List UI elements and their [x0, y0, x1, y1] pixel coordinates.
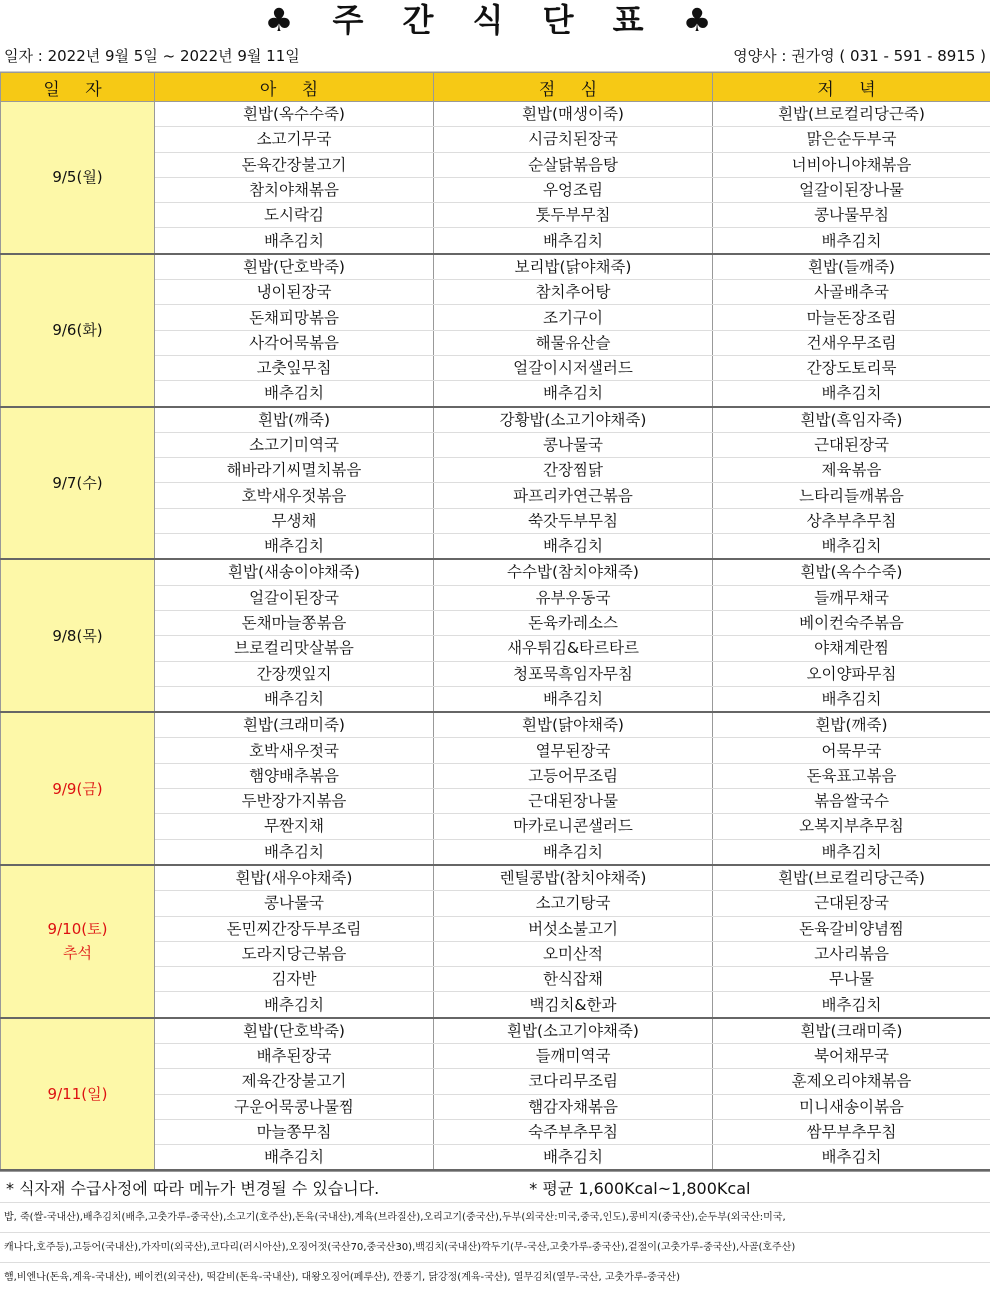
- breakfast-item: 햄양배추볶음: [155, 763, 434, 788]
- lunch-item: 조기구이: [434, 305, 713, 330]
- dinner-item: 볶음쌀국수: [713, 789, 990, 814]
- day-date: 9/9(금): [1, 777, 154, 801]
- breakfast-item: 흰밥(단호박죽): [155, 1018, 434, 1044]
- breakfast-item: 고춧잎무침: [155, 355, 434, 380]
- day-date: 9/7(수): [1, 471, 154, 495]
- breakfast-item: 흰밥(새우야채죽): [155, 865, 434, 891]
- breakfast-item: 콩나물국: [155, 891, 434, 916]
- page-title: ♣ 주 간 식 단 표 ♣: [0, 0, 990, 40]
- dinner-item: 흰밥(깨죽): [713, 712, 990, 738]
- table-row: [1, 102, 990, 127]
- dinner-item: 느타리들깨볶음: [713, 483, 990, 508]
- day-date-cell: [1, 407, 155, 560]
- breakfast-item: 배추된장국: [155, 1043, 434, 1068]
- lunch-item: 돈육카레소스: [434, 610, 713, 635]
- breakfast-item: 김자반: [155, 967, 434, 992]
- dinner-item: 건새우무조림: [713, 330, 990, 355]
- lunch-item: 햄감자채볶음: [434, 1094, 713, 1119]
- day-note: 추석: [1, 941, 154, 965]
- breakfast-item: 소고기무국: [155, 127, 434, 152]
- breakfast-item: 흰밥(옥수수죽): [155, 102, 434, 127]
- lunch-item: 쑥갓두부무침: [434, 508, 713, 533]
- breakfast-item: 참치야채볶음: [155, 177, 434, 202]
- day-date-cell: [1, 559, 155, 712]
- change-notice: * 식자재 수급사정에 따라 메뉴가 변경될 수 있습니다.: [6, 1176, 379, 1199]
- day-date: 9/11(일): [1, 1082, 154, 1106]
- lunch-item: 청포묵흑임자무침: [434, 661, 713, 686]
- footer-notes: [0, 1171, 990, 1202]
- header-lunch: 점 심: [434, 73, 713, 102]
- breakfast-item: 돈채피망볶음: [155, 305, 434, 330]
- dinner-item: 돈육갈비양념찜: [713, 916, 990, 941]
- dinner-item: 쌈무부추무침: [713, 1119, 990, 1144]
- lunch-item: 톳두부무침: [434, 203, 713, 228]
- dinner-item: 흰밥(흑임자죽): [713, 407, 990, 433]
- table-row: [1, 712, 990, 738]
- dinner-item: 오복지부추무침: [713, 814, 990, 839]
- dinner-item: 흰밥(크래미죽): [713, 1018, 990, 1044]
- lunch-item: 들깨미역국: [434, 1043, 713, 1068]
- day-date-cell: [1, 865, 155, 1018]
- lunch-item: 마카로니콘샐러드: [434, 814, 713, 839]
- dinner-item: 근대된장국: [713, 432, 990, 457]
- dinner-item: 오이양파무침: [713, 661, 990, 686]
- lunch-item: 참치추어탕: [434, 280, 713, 305]
- table-row: [1, 1018, 990, 1044]
- lunch-item: 순살닭볶음탕: [434, 152, 713, 177]
- breakfast-item: 도라지당근볶음: [155, 941, 434, 966]
- dinner-item: 상추부추무침: [713, 508, 990, 533]
- breakfast-item: 도시락김: [155, 203, 434, 228]
- header-row: [1, 73, 990, 102]
- dinner-item: 흰밥(브로컬리당근죽): [713, 102, 990, 127]
- table-row: [1, 254, 990, 280]
- lunch-item: 흰밥(매생이죽): [434, 102, 713, 127]
- table-row: [1, 407, 990, 433]
- lunch-item: 고등어무조림: [434, 763, 713, 788]
- dinner-item: 간장도토리묵: [713, 355, 990, 380]
- day-date-cell: [1, 102, 155, 254]
- breakfast-item: 브로컬리맛살볶음: [155, 636, 434, 661]
- dinner-item: 미니새송이볶음: [713, 1094, 990, 1119]
- lunch-item: 배추김치: [434, 839, 713, 865]
- dietitian-text: 영양사 : 권가영 ( 031 - 591 - 8915 ): [733, 45, 986, 66]
- lunch-item: 코다리무조림: [434, 1069, 713, 1094]
- lunch-item: 파프리카연근볶음: [434, 483, 713, 508]
- breakfast-item: 배추김치: [155, 686, 434, 712]
- dinner-item: 흰밥(옥수수죽): [713, 559, 990, 585]
- dinner-item: 야채계란찜: [713, 636, 990, 661]
- day-date-cell: [1, 712, 155, 865]
- lunch-item: 버섯소불고기: [434, 916, 713, 941]
- lunch-item: 시금치된장국: [434, 127, 713, 152]
- breakfast-item: 흰밥(새송이야채죽): [155, 559, 434, 585]
- lunch-item: 배추김치: [434, 686, 713, 712]
- dinner-item: 배추김치: [713, 992, 990, 1018]
- lunch-item: 오미산적: [434, 941, 713, 966]
- breakfast-item: 무생채: [155, 508, 434, 533]
- dinner-item: 사골배추국: [713, 280, 990, 305]
- lunch-item: 한식잡채: [434, 967, 713, 992]
- breakfast-item: 간장깻잎지: [155, 661, 434, 686]
- day-date: 9/6(화): [1, 318, 154, 342]
- dinner-item: 너비아니야채볶음: [713, 152, 990, 177]
- calorie-note: * 평균 1,600Kcal~1,800Kcal: [529, 1176, 750, 1199]
- lunch-item: 보리밥(닭야채죽): [434, 254, 713, 280]
- breakfast-item: 배추김치: [155, 534, 434, 560]
- lunch-item: 우엉조림: [434, 177, 713, 202]
- day-date: 9/5(월): [1, 165, 154, 189]
- header-dinner: 저 녁: [713, 73, 990, 102]
- dinner-item: 무나물: [713, 967, 990, 992]
- breakfast-item: 돈채마늘쫑볶음: [155, 610, 434, 635]
- header-date: 일 자: [1, 73, 155, 102]
- header-breakfast: 아 침: [155, 73, 434, 102]
- breakfast-item: 배추김치: [155, 228, 434, 254]
- lunch-item: 콩나물국: [434, 432, 713, 457]
- breakfast-item: 호박새우젓볶음: [155, 483, 434, 508]
- origin-line-3: 햄,비엔나(돈육,계육-국내산), 베이컨(외국산), 떡갈비(돈육-국내산), 대왕오징어(페루산), 깐풍기, 닭강정(계육-국산), 열무김치(열무-국산, 고춧가루-중국산): [0, 1262, 990, 1292]
- day-date-cell: [1, 254, 155, 407]
- lunch-item: 배추김치: [434, 534, 713, 560]
- breakfast-item: 두반장가지볶음: [155, 789, 434, 814]
- breakfast-item: 마늘쫑무침: [155, 1119, 434, 1144]
- breakfast-item: 사각어묵볶음: [155, 330, 434, 355]
- dinner-item: 배추김치: [713, 1145, 990, 1171]
- lunch-item: 숙주부추무침: [434, 1119, 713, 1144]
- info-bar: [0, 40, 990, 72]
- lunch-item: 흰밥(닭야채죽): [434, 712, 713, 738]
- lunch-item: 수수밥(참치야채죽): [434, 559, 713, 585]
- lunch-item: 배추김치: [434, 381, 713, 407]
- dinner-item: 돈육표고볶음: [713, 763, 990, 788]
- lunch-item: 유부우동국: [434, 585, 713, 610]
- dinner-item: 얼갈이된장나물: [713, 177, 990, 202]
- lunch-item: 백김치&한과: [434, 992, 713, 1018]
- lunch-item: 배추김치: [434, 1145, 713, 1171]
- table-row: [1, 865, 990, 891]
- breakfast-item: 돈육간장불고기: [155, 152, 434, 177]
- dinner-item: 근대된장국: [713, 891, 990, 916]
- origin-line-1: 밥, 죽(쌀-국내산),배추김치(배추,고춧가루-중국산),소고기(호주산),돈육(국내산),계육(브라질산),오리고기(중국산),두부(외국산:미국,중국,인도),콩비지(중국산),순두부(외국산:미국,: [0, 1202, 990, 1232]
- dinner-item: 맑은순두부국: [713, 127, 990, 152]
- dinner-item: 고사리볶음: [713, 941, 990, 966]
- lunch-item: 간장찜닭: [434, 458, 713, 483]
- breakfast-item: 배추김치: [155, 992, 434, 1018]
- breakfast-item: 돈민찌간장두부조림: [155, 916, 434, 941]
- dinner-item: 배추김치: [713, 228, 990, 254]
- breakfast-item: 해바라기씨멸치볶음: [155, 458, 434, 483]
- breakfast-item: 제육간장불고기: [155, 1069, 434, 1094]
- breakfast-item: 배추김치: [155, 381, 434, 407]
- breakfast-item: 구운어묵콩나물찜: [155, 1094, 434, 1119]
- dinner-item: 어묵무국: [713, 738, 990, 763]
- breakfast-item: 얼갈이된장국: [155, 585, 434, 610]
- lunch-item: 근대된장나물: [434, 789, 713, 814]
- breakfast-item: 흰밥(깨죽): [155, 407, 434, 433]
- dinner-item: 콩나물무침: [713, 203, 990, 228]
- breakfast-item: 냉이된장국: [155, 280, 434, 305]
- breakfast-item: 호박새우젓국: [155, 738, 434, 763]
- dinner-item: 들깨무채국: [713, 585, 990, 610]
- breakfast-item: 무짠지채: [155, 814, 434, 839]
- breakfast-item: 배추김치: [155, 839, 434, 865]
- menu-table: [0, 72, 990, 1171]
- dinner-item: 마늘돈장조림: [713, 305, 990, 330]
- table-row: [1, 559, 990, 585]
- breakfast-item: 흰밥(크래미죽): [155, 712, 434, 738]
- day-date: 9/10(토): [1, 917, 154, 941]
- breakfast-item: 흰밥(단호박죽): [155, 254, 434, 280]
- lunch-item: 새우튀김&타르타르: [434, 636, 713, 661]
- dinner-item: 배추김치: [713, 839, 990, 865]
- lunch-item: 소고기탕국: [434, 891, 713, 916]
- period-text: 일자 : 2022년 9월 5일 ~ 2022년 9월 11일: [4, 45, 300, 66]
- lunch-item: 열무된장국: [434, 738, 713, 763]
- day-date: 9/8(목): [1, 624, 154, 648]
- dinner-item: 흰밥(들깨죽): [713, 254, 990, 280]
- dinner-item: 훈제오리야채볶음: [713, 1069, 990, 1094]
- dinner-item: 흰밥(브로컬리당근죽): [713, 865, 990, 891]
- breakfast-item: 소고기미역국: [155, 432, 434, 457]
- lunch-item: 강황밥(소고기야채죽): [434, 407, 713, 433]
- dinner-item: 베이컨숙주볶음: [713, 610, 990, 635]
- dinner-item: 배추김치: [713, 381, 990, 407]
- dinner-item: 배추김치: [713, 686, 990, 712]
- dinner-item: 제육볶음: [713, 458, 990, 483]
- dinner-item: 북어채무국: [713, 1043, 990, 1068]
- lunch-item: 배추김치: [434, 228, 713, 254]
- lunch-item: 흰밥(소고기야채죽): [434, 1018, 713, 1044]
- lunch-item: 얼갈이시저샐러드: [434, 355, 713, 380]
- breakfast-item: 배추김치: [155, 1145, 434, 1171]
- dinner-item: 배추김치: [713, 534, 990, 560]
- day-date-cell: [1, 1018, 155, 1171]
- origin-line-2: 캐나다,호주등),고등어(국내산),가자미(외국산),코다리(러시아산),오징어젓(국산70,중국산30),백김치(국내산)깍두기(무-국산,고춧가루-중국산),겉절이(고춧가루-중국산),사골(호주산): [0, 1232, 990, 1262]
- lunch-item: 렌틸콩밥(참치야채죽): [434, 865, 713, 891]
- lunch-item: 해물유산슬: [434, 330, 713, 355]
